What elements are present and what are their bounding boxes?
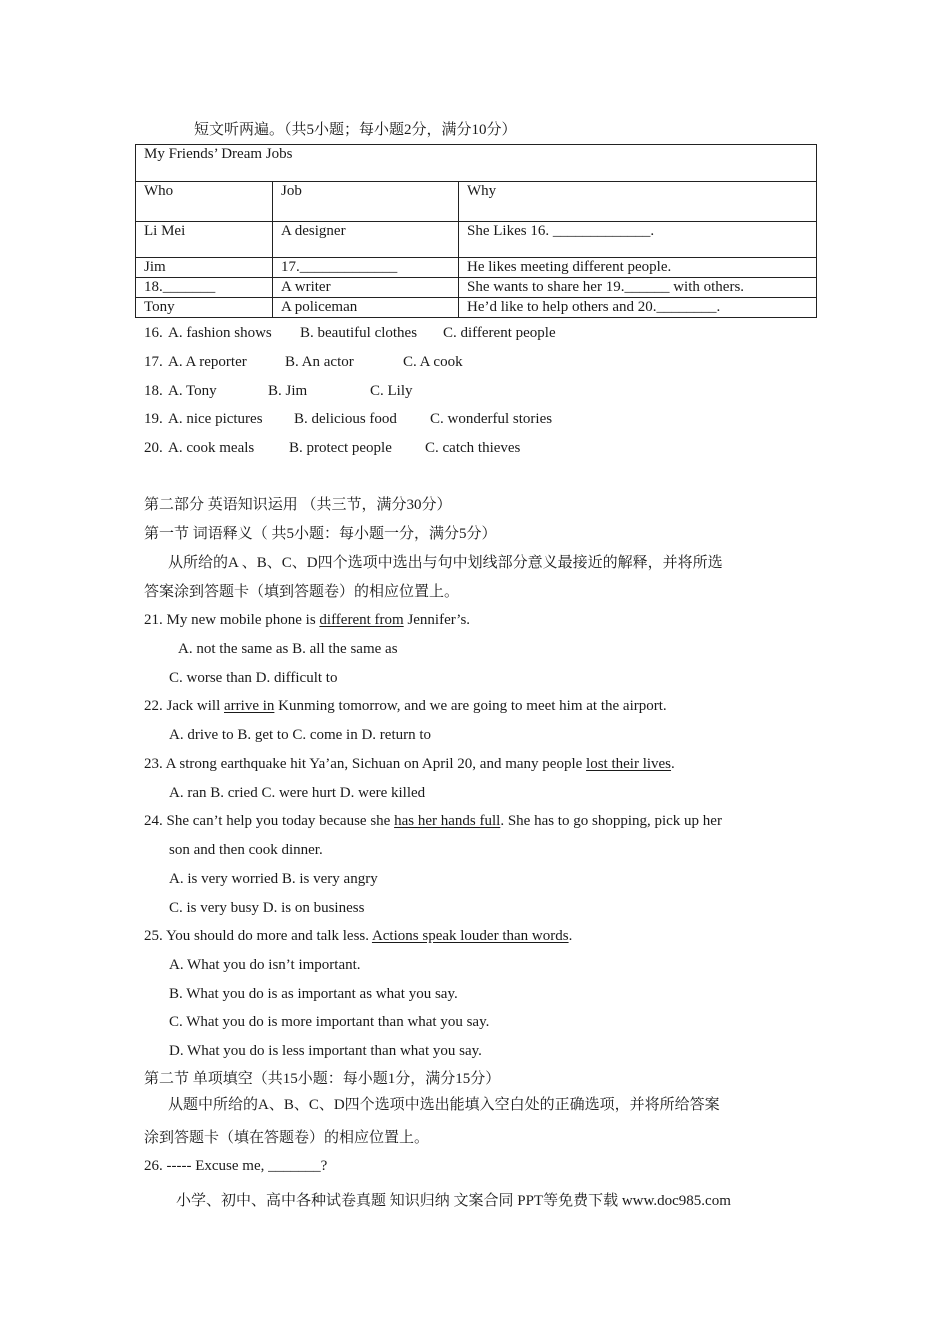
- question-text: . She has to go shopping, pick up her: [500, 813, 722, 829]
- question-text: .: [568, 928, 573, 944]
- option-c: C. Lily: [370, 383, 413, 399]
- table-cell: Li Mei: [136, 222, 273, 258]
- option-b: B. protect people: [289, 440, 392, 456]
- option-b: B. An actor: [285, 354, 354, 370]
- question-text: 25. You should do more and talk less.: [144, 928, 372, 944]
- underlined-phrase: different from: [319, 612, 404, 628]
- question-text: 24. She can’t help you today because she: [144, 813, 395, 829]
- question-text: .: [671, 756, 675, 772]
- question-24: [144, 811, 722, 831]
- option-c: C. A cook: [403, 354, 463, 370]
- option-c: C. What you do is more important than what you say.: [169, 1014, 490, 1030]
- underlined-phrase: lost their lives: [586, 756, 672, 772]
- option-d: D. What you do is less important than what you say.: [169, 1043, 482, 1059]
- underlined-phrase: has her hands full: [394, 813, 501, 829]
- question-24-options: A. is very worried B. is very angry: [169, 871, 378, 887]
- section-one-title: 第一节 词语释义（ 共5小题：每小题一分，满分5分）: [144, 526, 497, 542]
- option-a: A. nice pictures: [168, 411, 263, 427]
- table-cell: A designer: [273, 222, 459, 258]
- question-21-options: C. worse than D. difficult to: [169, 670, 338, 686]
- table-header: Job: [273, 182, 459, 222]
- listening-intro: 短文听两遍。（共5小题；每小题2分，满分10分）: [194, 122, 517, 138]
- option-b: B. Jim: [268, 383, 308, 399]
- option-a: A. What you do isn’t important.: [169, 957, 361, 973]
- option-b: B. What you do is as important as what you say.: [169, 986, 458, 1002]
- part-two-title: 第二部分 英语知识运用 （共三节，满分30分）: [144, 497, 452, 513]
- section-two-title: 第二节 单项填空（共15小题：每小题1分，满分15分）: [144, 1071, 501, 1087]
- section-one-instruction: 答案涂到答题卡（填到答题卷）的相应位置上。: [144, 584, 460, 600]
- table-cell: He likes meeting different people.: [459, 258, 817, 278]
- page-footer: 小学、初中、高中各种试卷真题 知识归纳 文案合同 PPT等免费下载 www.doc985.com: [176, 1193, 731, 1209]
- question-21-options: A. not the same as B. all the same as: [178, 641, 398, 657]
- option-c: C. catch thieves: [425, 440, 521, 456]
- table-cell: She wants to share her 19.______ with others.: [459, 278, 817, 298]
- section-two-instruction: 涂到答题卡（填在答题卷）的相应位置上。: [144, 1130, 430, 1146]
- question-text: 21. My new mobile phone is: [144, 612, 320, 628]
- underlined-phrase: arrive in: [224, 698, 275, 714]
- question-26: 26. ----- Excuse me, _______?: [144, 1158, 328, 1174]
- question-text: 23. A strong earthquake hit Ya’an, Sichuan on April 20, and many people: [144, 756, 587, 772]
- dream-jobs-table: [135, 144, 817, 318]
- option-a: A. A reporter: [168, 354, 247, 370]
- section-two-instruction: 从题中所给的A、B、C、D四个选项中选出能填入空白处的正确选项，并将所给答案: [168, 1097, 720, 1113]
- option-b: B. delicious food: [294, 411, 397, 427]
- table-cell: Tony: [136, 298, 273, 318]
- question-text: Kunming tomorrow, and we are going to meet him at the airport.: [274, 698, 667, 714]
- option-a: A. fashion shows: [168, 325, 272, 341]
- question-24-options: C. is very busy D. is on business: [169, 900, 365, 916]
- table-header: Why: [459, 182, 817, 222]
- table-title: My Friends’ Dream Jobs: [136, 145, 817, 182]
- option-b: B. beautiful clothes: [300, 325, 418, 341]
- question-number: 19.: [144, 411, 163, 427]
- question-23: [144, 754, 675, 774]
- question-22-options: A. drive to B. get to C. come in D. return to: [169, 727, 432, 743]
- table-cell: A writer: [273, 278, 459, 298]
- question-number: 20.: [144, 440, 163, 456]
- section-one-instruction: 从所给的A 、B、C、D四个选项中选出与句中划线部分意义最接近的解释，并将所选: [168, 555, 723, 571]
- table-cell: A policeman: [273, 298, 459, 318]
- question-22: [144, 696, 667, 716]
- option-c: C. different people: [443, 325, 556, 341]
- question-21: [144, 610, 470, 630]
- table-cell: Jim: [136, 258, 273, 278]
- question-number: 16.: [144, 325, 163, 341]
- question-number: 17.: [144, 354, 163, 370]
- question-25: [144, 926, 572, 946]
- option-c: C. wonderful stories: [430, 411, 553, 427]
- question-text: 22. Jack will: [144, 698, 224, 714]
- table-cell: 17._____________: [273, 258, 459, 278]
- question-number: 18.: [144, 383, 163, 399]
- option-a: A. cook meals: [168, 440, 255, 456]
- option-a: A. Tony: [168, 383, 217, 399]
- question-text: Jennifer’s.: [403, 612, 471, 628]
- table-header: Who: [136, 182, 273, 222]
- table-cell: She Likes 16. _____________.: [459, 222, 817, 258]
- underlined-phrase: Actions speak louder than words: [371, 928, 569, 944]
- question-24-continued: son and then cook dinner.: [169, 842, 323, 858]
- table-cell: He’d like to help others and 20.________.: [459, 298, 817, 318]
- table-cell: 18._______: [136, 278, 273, 298]
- question-23-options: A. ran B. cried C. were hurt D. were killed: [169, 785, 426, 801]
